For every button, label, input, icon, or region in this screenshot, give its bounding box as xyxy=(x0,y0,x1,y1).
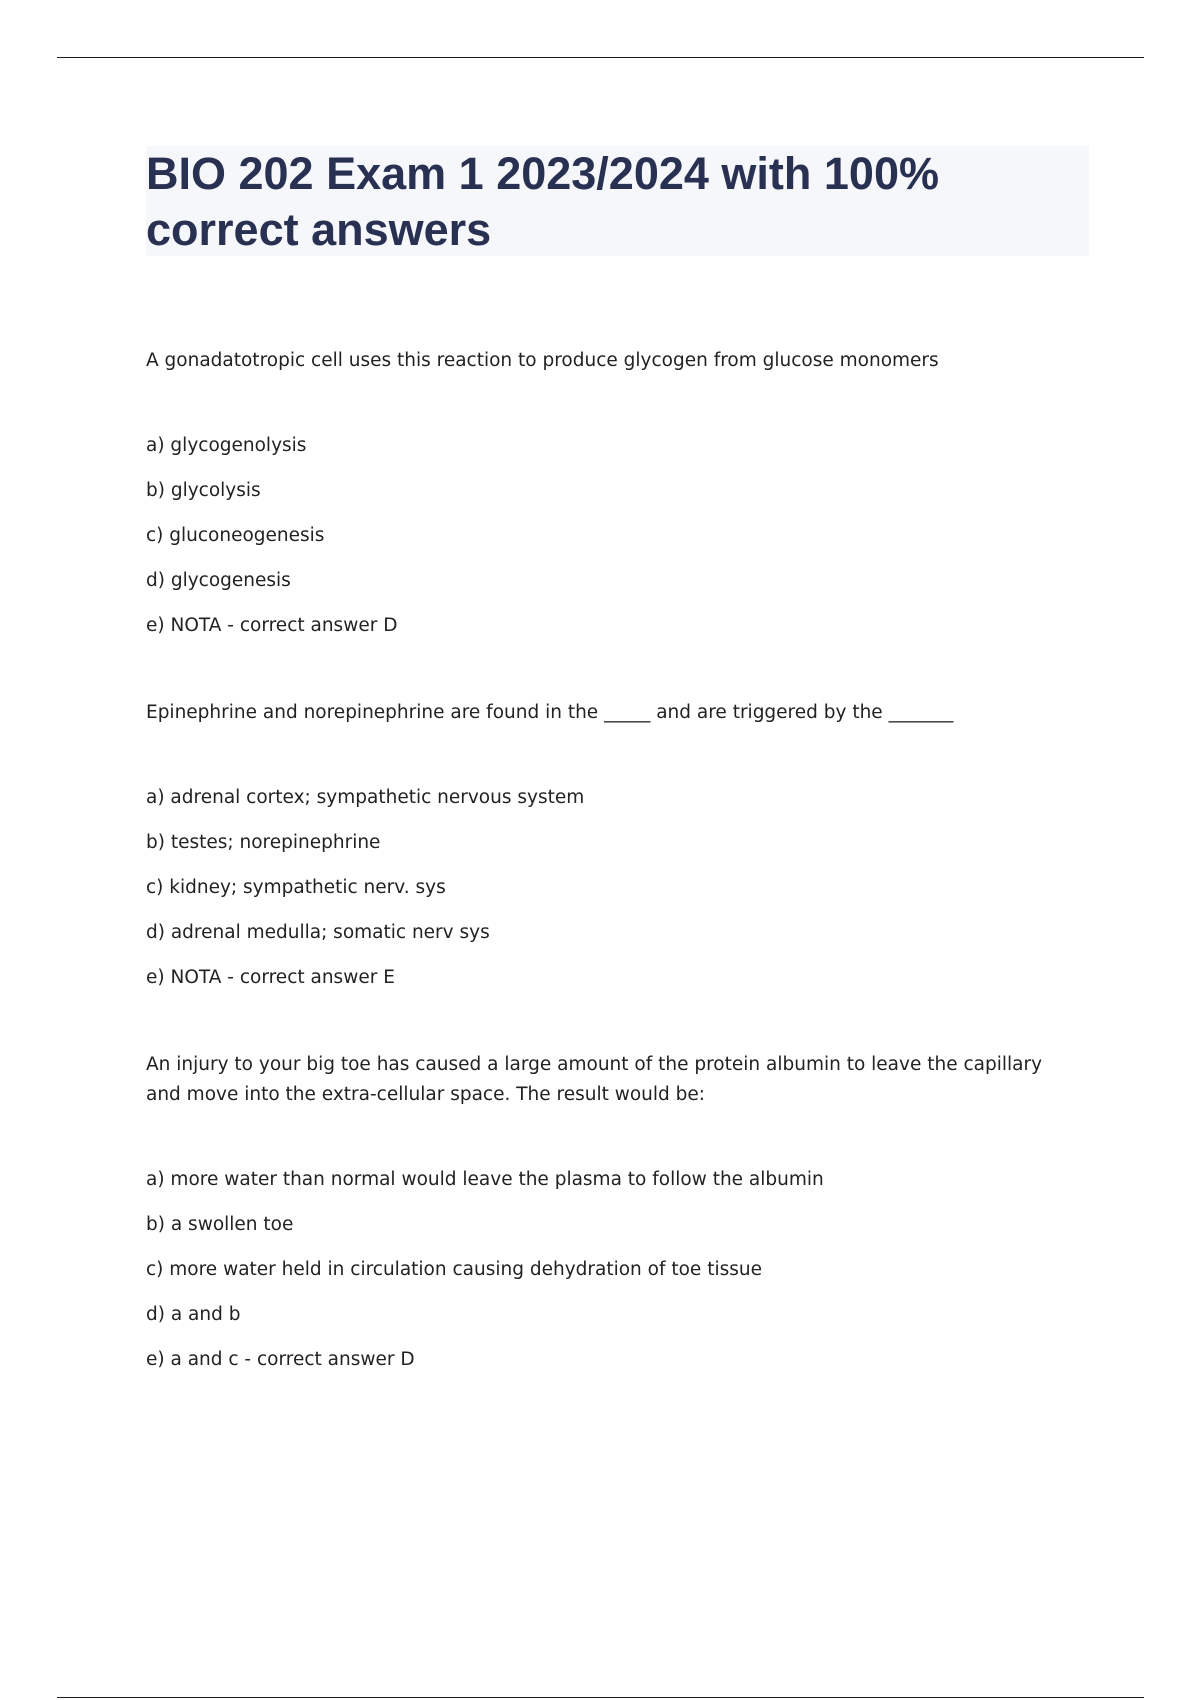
option-item: b) a swollen toe xyxy=(146,1214,294,1235)
question-text: Epinephrine and norepinephrine are found in the _____ and are triggered by the _______ xyxy=(146,702,954,723)
footer-rule xyxy=(57,1697,1144,1698)
question-block-2 xyxy=(146,698,1076,1008)
question-text: A gonadatotropic cell uses this reaction to produce glycogen from glucose monomers xyxy=(146,350,939,371)
option-list xyxy=(146,431,1076,656)
option-list xyxy=(146,783,1076,1008)
option-item: a) more water than normal would leave the plasma to follow the albumin xyxy=(146,1169,824,1190)
question-block-3 xyxy=(146,1050,1076,1390)
option-item-answer: e) a and c - correct answer D xyxy=(146,1349,415,1370)
option-item: d) glycogenesis xyxy=(146,570,291,591)
option-item: a) glycogenolysis xyxy=(146,435,307,456)
option-item-answer: e) NOTA - correct answer E xyxy=(146,967,395,988)
option-item: d) adrenal medulla; somatic nerv sys xyxy=(146,922,490,943)
option-item: d) a and b xyxy=(146,1304,241,1325)
question-block-1 xyxy=(146,346,1076,656)
option-item-answer: e) NOTA - correct answer D xyxy=(146,615,398,636)
question-text: An injury to your big toe has caused a large amount of the protein albumin to leave the capillary and move into the extra-cellular space. The result would be: xyxy=(146,1054,1043,1105)
option-item: b) glycolysis xyxy=(146,480,261,501)
option-item: a) adrenal cortex; sympathetic nervous system xyxy=(146,787,585,808)
document-body xyxy=(146,346,1076,1390)
option-item: c) gluconeogenesis xyxy=(146,525,325,546)
document-title: BIO 202 Exam 1 2023/2024 with 100% correct answers xyxy=(146,148,939,255)
header-rule xyxy=(57,57,1144,58)
option-list xyxy=(146,1165,1076,1390)
option-item: b) testes; norepinephrine xyxy=(146,832,381,853)
option-item: c) more water held in circulation causing dehydration of toe tissue xyxy=(146,1259,762,1280)
option-item: c) kidney; sympathetic nerv. sys xyxy=(146,877,446,898)
